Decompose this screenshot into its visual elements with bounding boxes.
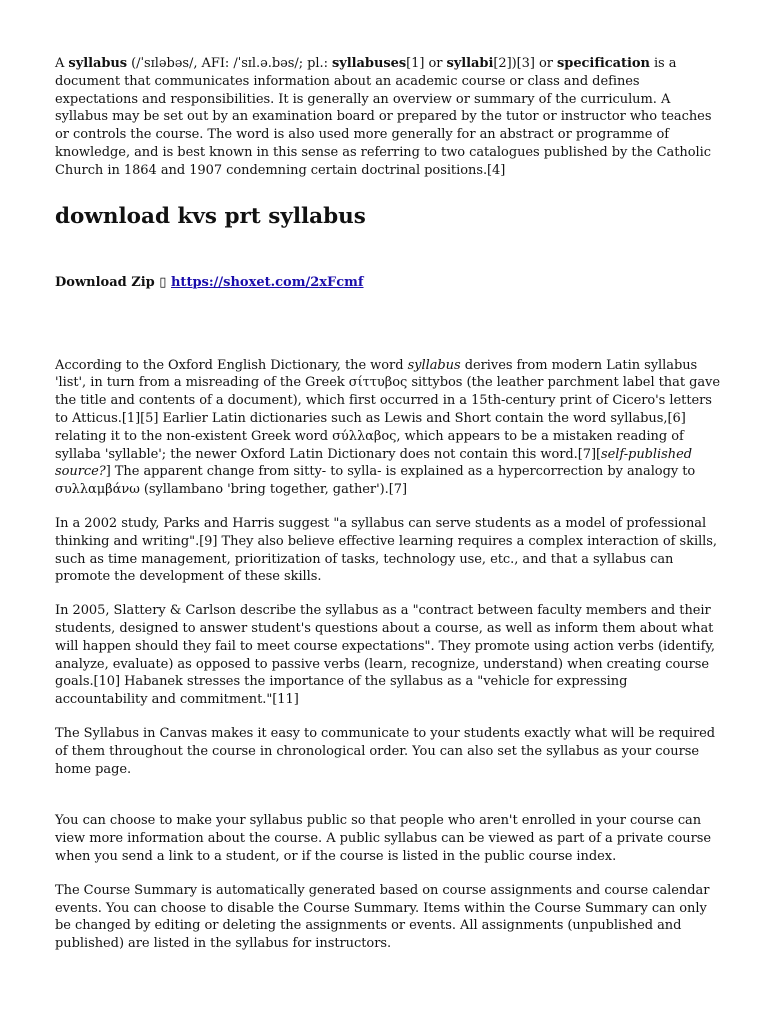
intro-text: is a document that communicates information about an academic course or class and defines expectations and responsibilities. It is generally an overview or summary of the curriculum. A syllabus may be set out by an examination board or prepared by the tutor or instructor who teaches or controls the course. The word is also used more generally for an abstract or programme of knowledge, and is best known in this sense as referring to two catalogues published by the Catholic Church in 1864 and 1907 condemning certain doctrinal positions.[4] — [55, 56, 712, 178]
document-page — [55, 55, 720, 953]
intro-paragraph — [55, 55, 720, 180]
etymology-text: ] The apparent change from sitty- to sylla- is explained as a hypercorrection by analogy to συλλαμβάνω (syllambano 'bring together, gather').[7] — [55, 464, 696, 498]
download-label: Download Zip — [55, 274, 155, 290]
download-line — [55, 274, 720, 292]
intro-text: [1] or — [406, 56, 447, 71]
term-specification: specification — [557, 56, 650, 71]
paragraph-public-syllabus: You can choose to make your syllabus public so that people who aren't enrolled in your course can view more information about the course. A public syllabus can be viewed as part of a private course when you send a link to a student, or if the course is listed in the public course index. — [55, 813, 711, 864]
term-syllabi: syllabi — [446, 56, 494, 71]
self-published-note: self-published source? — [55, 446, 693, 480]
download-link[interactable]: https://shoxet.com/2xFcmf — [170, 274, 364, 290]
intro-text: [2])[3] or — [493, 56, 558, 71]
intro-text: A — [55, 56, 69, 71]
etymology-italic-word: syllabus — [407, 357, 461, 373]
etymology-text: derives from modern Latin syllabus 'list', in turn from a misreading of the Greek σίττυβος sittybos (the leather parchment label that gave the title and contents of a document), which first occurred in a 15th-century print of Cicero's letters to Atticus.[1][5] Earlier Latin dictionaries such as Lewis and Short contain the word syllabus,[6] relating it to the non-existent Greek word σύλλαβος, which appears to be a mistaken reading of syllaba 'syllable'; the newer Oxford Latin Dictionary does not contain this word.[7][ — [55, 357, 720, 462]
paragraph-2005-study: In 2005, Slattery & Carlson describe the syllabus as a "contract between faculty members and their students, designed to answer student's questions about a course, as well as inform them about what will happen should they fail to meet course expectations". They promote using action verbs (identify, analyze, evaluate) as opposed to passive verbs (learn, recognize, understand) when creating course goals.[10] Habanek stresses the importance of the syllabus as a "vehicle for expressing accountability and commitment."[11] — [55, 603, 716, 708]
term-syllabus: syllabus — [68, 56, 128, 71]
paragraph-2002-study: In a 2002 study, Parks and Harris suggest "a syllabus can serve students as a model of professional thinking and writing".[9] They also believe effective learning requires a complex interaction of skills, such as time management, prioritization of tasks, technology use, etc., and that a syllabus can promote the development of these skills. — [55, 515, 717, 585]
etymology-text: According to the Oxford English Dictionary, the word — [55, 357, 408, 373]
paragraph-canvas: The Syllabus in Canvas makes it easy to communicate to your students exactly what will be required of them throughout the course in chronological order. You can also set the syllabus as your course home page. — [55, 725, 716, 777]
etymology-paragraph — [55, 357, 720, 499]
placeholder-glyph-icon: ▯ — [159, 274, 167, 290]
intro-text: (/ˈsɪləbəs/, AFI: /ˈsɪl.ə.bəs/; pl.: — [127, 56, 332, 71]
page-heading: download kvs prt syllabus — [55, 203, 366, 229]
paragraph-course-summary: The Course Summary is automatically generated based on course assignments and course calendar events. You can choose to disable the Course Summary. Items within the Course Summary can only be changed by editing or deleting the assignments or events. All assignments (unpublished and published) are listed in the syllabus for instructors. — [55, 882, 710, 952]
term-syllabuses: syllabuses — [332, 56, 407, 71]
